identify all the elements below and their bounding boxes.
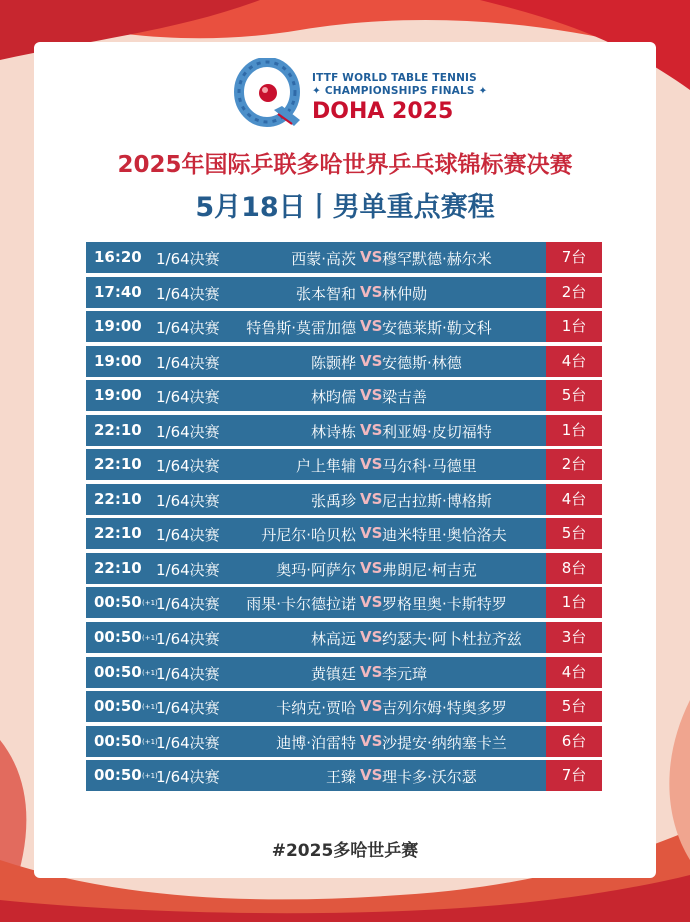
brand-line-3: DOHA 2025 (312, 99, 454, 124)
table-number: 4台 (546, 657, 602, 688)
player-2: 马尔科·马德里 (382, 457, 477, 476)
match-round: 1/64决赛 (156, 526, 220, 545)
schedule-row (86, 553, 602, 584)
match-round: 1/64决赛 (156, 319, 220, 338)
match-time: 19:00 (94, 317, 142, 336)
player-2: 安德莱斯·勒文科 (382, 319, 492, 338)
match-round: 1/64决赛 (156, 353, 220, 372)
vs-label: VS (360, 766, 383, 785)
player-2: 迪米特里·奥恰洛夫 (382, 526, 507, 545)
sub-title: 5月18日丨男单重点赛程 (195, 192, 495, 223)
schedule-row (86, 380, 602, 411)
vs-label: VS (360, 351, 383, 370)
vs-label: VS (360, 524, 383, 543)
vs-label: VS (360, 489, 383, 508)
schedule-row (86, 449, 602, 480)
player-2: 李元璋 (382, 664, 428, 683)
table-number: 6台 (546, 726, 602, 757)
table-number: 5台 (546, 380, 602, 411)
player-1: 林诗栋 (310, 422, 356, 441)
brand-line-2: ✦ CHAMPIONSHIPS FINALS ✦ (312, 85, 488, 97)
vs-label: VS (360, 282, 383, 301)
schedule-row (86, 277, 602, 308)
player-1: 张本智和 (295, 284, 356, 303)
player-1: 黄镇廷 (310, 664, 356, 683)
vs-label: VS (360, 628, 383, 647)
table-number: 4台 (546, 484, 602, 515)
player-1: 奥玛·阿萨尔 (276, 560, 356, 579)
table-number: 7台 (546, 760, 602, 791)
table-number: 7台 (546, 242, 602, 273)
match-time: 17:40 (94, 282, 142, 301)
vs-label: VS (360, 558, 383, 577)
player-1: 林高远 (310, 630, 356, 649)
match-round: 1/64决赛 (156, 699, 220, 718)
brand-wordmark (312, 72, 488, 125)
match-round: 1/64决赛 (156, 560, 220, 579)
player-2: 穆罕默德·赫尔米 (382, 250, 492, 268)
player-2: 理卡多·沃尔瑟 (382, 768, 477, 787)
match-time: 19:00 (94, 351, 142, 370)
vs-label: VS (360, 420, 383, 439)
player-1: 王臻 (325, 768, 356, 787)
match-round: 1/64决赛 (156, 422, 220, 441)
main-title: 2025年国际乒联多哈世界乒乓球锦标赛决赛 (117, 152, 573, 178)
vs-label: VS (360, 697, 383, 716)
match-time: 00:50 (94, 593, 142, 612)
match-time: 00:50 (94, 766, 142, 785)
player-1: 丹尼尔·哈贝松 (261, 526, 356, 545)
player-2: 罗格里奥·卡斯特罗 (382, 595, 507, 614)
player-2: 约瑟夫·阿卜杜拉齐兹 (382, 630, 522, 649)
hashtag: #2025多哈世乒赛 (271, 841, 419, 861)
player-2: 弗朗尼·柯吉克 (382, 560, 477, 579)
player-1: 户上隼辅 (295, 457, 356, 476)
table-number: 3台 (546, 622, 602, 653)
schedule-row (86, 346, 602, 377)
next-day-marker: (+1) (142, 599, 158, 608)
match-time: 00:50 (94, 731, 142, 750)
player-1: 卡纳克·贾哈 (276, 699, 356, 718)
match-round: 1/64决赛 (156, 388, 220, 407)
player-2: 尼古拉斯·博格斯 (382, 491, 492, 510)
vs-label: VS (360, 248, 383, 266)
match-time: 22:10 (94, 524, 142, 543)
schedule-row (86, 691, 602, 722)
match-round: 1/64决赛 (156, 768, 220, 787)
match-time: 00:50 (94, 697, 142, 716)
match-round: 1/64决赛 (156, 630, 220, 649)
schedule-row (86, 760, 602, 791)
match-round: 1/64决赛 (156, 733, 220, 752)
vs-label: VS (360, 662, 383, 681)
table-number: 4台 (546, 346, 602, 377)
player-2: 梁吉善 (382, 388, 428, 407)
match-round: 1/64决赛 (156, 250, 220, 268)
schedule-row (86, 242, 602, 273)
player-1: 西蒙·高茨 (291, 250, 356, 268)
table-number: 8台 (546, 553, 602, 584)
player-2: 沙提安·纳纳塞卡兰 (382, 733, 507, 752)
brand-line-2-text: CHAMPIONSHIPS FINALS (324, 85, 475, 97)
next-day-marker: (+1) (142, 634, 158, 643)
vs-label: VS (360, 731, 383, 750)
player-2: 利亚姆·皮切福特 (382, 422, 492, 441)
vs-label: VS (360, 386, 383, 405)
match-time: 22:10 (94, 489, 142, 508)
schedule-row (86, 726, 602, 757)
schedule-row (86, 587, 602, 618)
schedule-row (86, 311, 602, 342)
table-number: 5台 (546, 691, 602, 722)
table-number: 1台 (546, 415, 602, 446)
match-round: 1/64决赛 (156, 595, 220, 614)
schedule-row (86, 518, 602, 549)
player-2: 林仲勋 (382, 284, 428, 303)
schedule-row (86, 484, 602, 515)
match-round: 1/64决赛 (156, 664, 220, 683)
table-number: 2台 (546, 449, 602, 480)
brand-line-1: ITTF WORLD TABLE TENNIS (312, 72, 477, 84)
doha-2025-logo-icon (234, 58, 304, 130)
match-time: 22:10 (94, 558, 142, 577)
vs-label: VS (360, 593, 383, 612)
next-day-marker: (+1) (142, 737, 158, 746)
vs-label: VS (360, 317, 383, 336)
match-time: 00:50 (94, 628, 142, 647)
vs-label: VS (360, 455, 383, 474)
next-day-marker: (+1) (142, 703, 158, 712)
player-2: 安德斯·林德 (382, 353, 462, 372)
schedule-row (86, 622, 602, 653)
match-time: 22:10 (94, 420, 142, 439)
match-round: 1/64决赛 (156, 284, 220, 303)
player-2: 吉列尔姆·特奥多罗 (382, 699, 507, 718)
table-number: 2台 (546, 277, 602, 308)
match-time: 16:20 (94, 248, 142, 266)
match-round: 1/64决赛 (156, 491, 220, 510)
player-1: 雨果·卡尔德拉诺 (246, 595, 356, 614)
player-1: 特鲁斯·莫雷加德 (246, 319, 356, 338)
player-1: 迪博·泊雷特 (276, 733, 356, 752)
schedule-row (86, 657, 602, 688)
match-time: 19:00 (94, 386, 142, 405)
next-day-marker: (+1) (142, 668, 158, 677)
player-1: 林昀儒 (310, 388, 356, 407)
next-day-marker: (+1) (142, 772, 158, 781)
match-time: 22:10 (94, 455, 142, 474)
table-number: 1台 (546, 311, 602, 342)
match-time: 00:50 (94, 662, 142, 681)
schedule-table (86, 242, 602, 795)
table-number: 1台 (546, 587, 602, 618)
player-1: 张禹珍 (310, 491, 356, 510)
table-number: 5台 (546, 518, 602, 549)
match-round: 1/64决赛 (156, 457, 220, 476)
player-1: 陈颢桦 (310, 353, 356, 372)
schedule-row (86, 415, 602, 446)
